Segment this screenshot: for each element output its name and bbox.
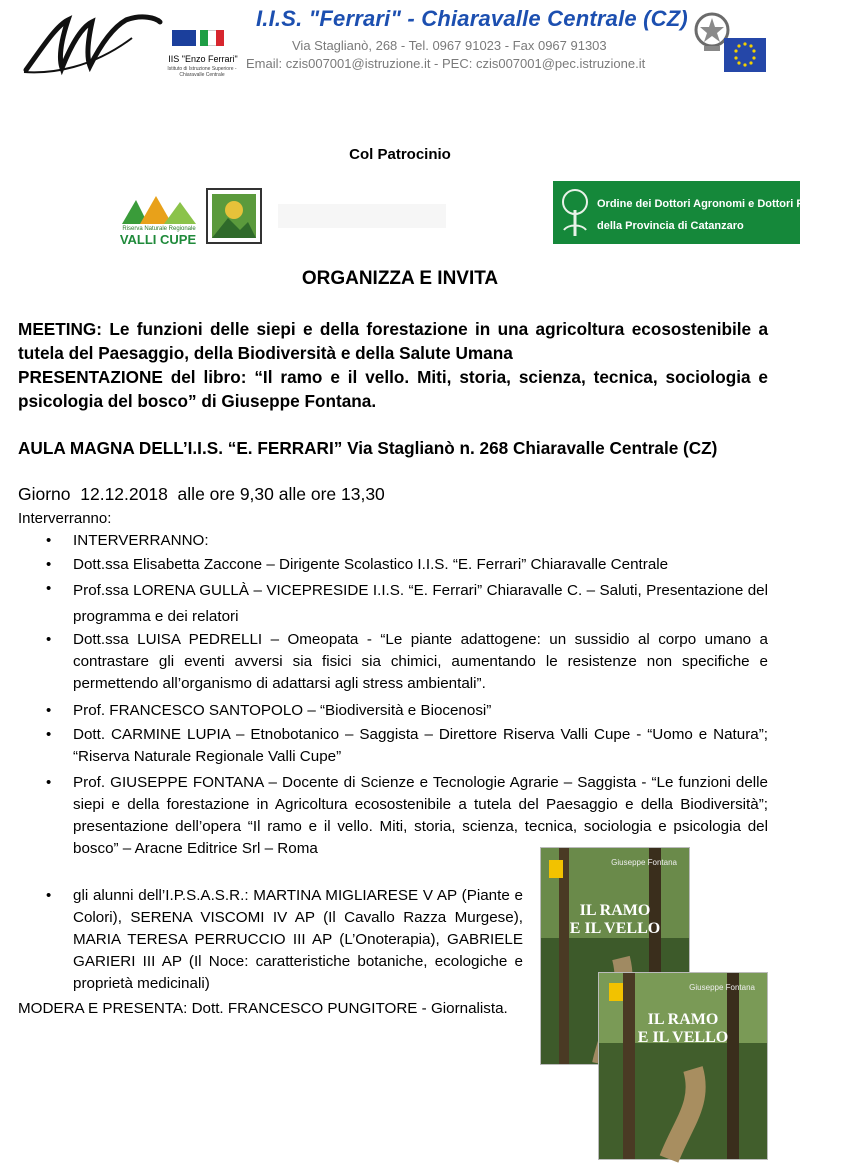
meeting-description bbox=[18, 317, 768, 413]
fontana-entry: Prof. GIUSEPPE FONTANA – Docente di Scienze e Tecnologie Agrarie – Saggista - “Le funzioni delle siepi e della forestazione in Agricoltura ecosostenibile a tutela del Paesaggio e della Biodiversità”; presentazione dell’opera “Il ramo e il vello. Miti, storia, scienza, tecnica, sociologia e psicologia del bosco” – Aracne Editrice Srl – Roma bbox=[73, 774, 768, 857]
book-presentation: PRESENTAZIONE del libro: “Il ramo e il vello. Miti, storia, scienza, tecnica, sociologia e psicologia del bosco” di Giuseppe Fontana. bbox=[18, 367, 768, 411]
flags bbox=[172, 30, 224, 46]
badge-name: IIS "Enzo Ferrari" bbox=[168, 54, 238, 64]
bullet-icon: • bbox=[46, 774, 52, 791]
eu-flag-icon bbox=[724, 38, 766, 72]
agronomi-line2: della Provincia di Catanzaro bbox=[597, 220, 744, 232]
italy-flag-icon bbox=[200, 30, 224, 46]
bullet-icon: • bbox=[46, 580, 52, 597]
letterhead bbox=[0, 0, 800, 90]
bullet-icon: • bbox=[46, 631, 52, 648]
venue: AULA MAGNA DELL’I.I.S. “E. FERRARI” Via Staglianò n. 268 Chiaravalle Centrale (CZ) bbox=[18, 438, 718, 458]
eu-flag-icon bbox=[172, 30, 196, 46]
book-cover-image: Giuseppe Fontana IL RAMO E IL VELLO bbox=[598, 972, 768, 1160]
book-cover-image: Giuseppe Fontana IL RAMO E IL VELLO bbox=[540, 847, 690, 1065]
bullet-icon: • bbox=[46, 556, 52, 573]
school-signature-logo bbox=[22, 8, 162, 78]
speakers-heading: Interverranno: bbox=[18, 510, 112, 527]
bullet-icon: • bbox=[46, 702, 52, 719]
school-email: Email: czis007001@istruzione.it - PEC: czis007001@pec.istruzione.it bbox=[246, 56, 646, 71]
date-time: Giorno 12.12.2018 alle ore 9,30 alle ore 13,30 bbox=[18, 484, 385, 504]
bullet-icon: • bbox=[46, 726, 52, 743]
organizza-heading: ORGANIZZA E INVITA bbox=[301, 268, 499, 289]
publisher-badge-icon bbox=[549, 860, 563, 878]
bullet-icon: • bbox=[46, 887, 52, 904]
school-address: Via Staglianò, 268 - Tel. 0967 91023 - Fax 0967 91303 bbox=[292, 38, 607, 53]
tree-hand-icon bbox=[558, 186, 592, 240]
forest-image bbox=[599, 973, 767, 1159]
agronomi-line1: Ordine dei Dottori Agronomi e Dottori Forestali bbox=[597, 198, 842, 210]
badge-subtitle: Istituto di Istruzione Superiore - Chiaravalle Centrale bbox=[167, 66, 237, 78]
publisher-badge-icon bbox=[609, 983, 623, 1001]
meeting-title: MEETING: Le funzioni delle siepi e della forestazione in una agricoltura ecosostenibile a tutela del Paesaggio, della Biodiversità e della Salute Umana bbox=[18, 319, 768, 363]
moderator: MODERA E PRESENTA: Dott. FRANCESCO PUNGITORE - Giornalista. bbox=[18, 1000, 508, 1017]
bullet-icon: • bbox=[46, 532, 52, 549]
faint-logo bbox=[278, 196, 446, 236]
patronage-heading: Col Patrocinio bbox=[349, 146, 451, 163]
valli-cupe-name: VALLI CUPE bbox=[119, 232, 197, 247]
school-title: I.I.S. "Ferrari" - Chiaravalle Centrale (CZ) bbox=[256, 6, 688, 31]
valli-cupe-subtitle: Riserva Naturale Regionale bbox=[122, 226, 196, 232]
riserva-seal-logo bbox=[206, 188, 262, 244]
